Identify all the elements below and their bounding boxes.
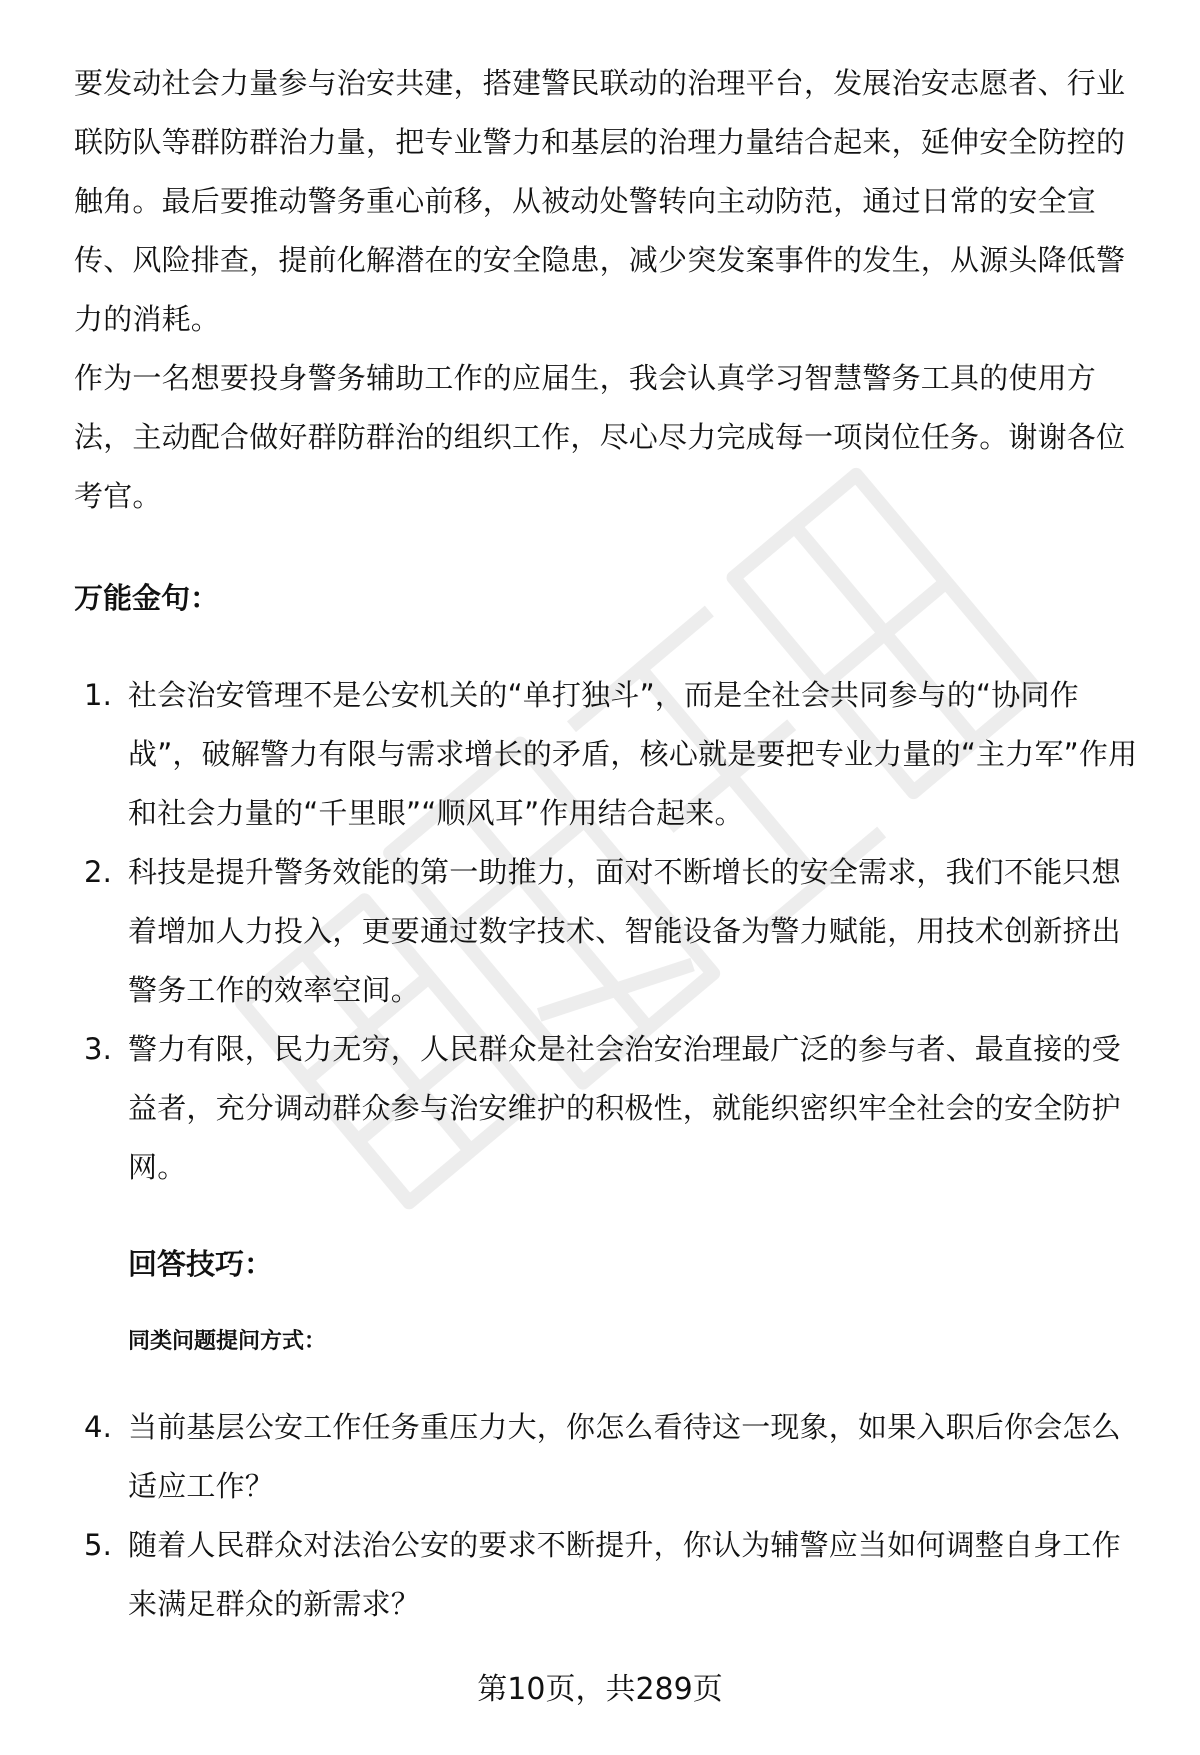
golden-phrases-heading: 万能金句： (74, 581, 220, 615)
golden-phrases-list (74, 666, 1144, 1197)
list-item (74, 1516, 1144, 1634)
similar-questions-list (74, 1398, 1144, 1634)
list-item-number: 4. (84, 1410, 113, 1444)
answer-tips-heading: 回答技巧： (128, 1247, 274, 1281)
list-item-number: 2. (84, 855, 113, 889)
body-paragraph: 作为一名想要投身警务辅助工作的应届生，我会认真学习智慧警务工具的使用方法，主动配合做好群防群治的组织工作，尽心尽力完成每一项岗位任务。谢谢各位考官。 (74, 361, 1126, 513)
list-item-number: 1. (84, 678, 113, 712)
list-item-number: 3. (84, 1032, 113, 1066)
list-item-text: 社会治安管理不是公安机关的“单打独斗”，而是全社会共同参与的“协同作战”，破解警力有限与需求增长的矛盾，核心就是要把专业力量的“主力军”作用和社会力量的“千里眼”“顺风耳”作用结合起来。 (128, 678, 1138, 830)
body-paragraph: 要发动社会力量参与治安共建，搭建警民联动的治理平台，发展治安志愿者、行业联防队等群防群治力量，把专业警力和基层的治理力量结合起来，延伸安全防控的触角。最后要推动警务重心前移，从被动处警转向主动防范，通过日常的安全宣传、风险排查，提前化解潜在的安全隐患，减少突发案事件的发生，从源头降低警力的消耗。 (74, 66, 1126, 336)
page-number-footer: 第10页，共289页 (477, 1672, 723, 1707)
list-item-text: 当前基层公安工作任务重压力大，你怎么看待这一现象，如果入职后你会怎么适应工作？ (128, 1410, 1121, 1503)
list-item-text: 警力有限，民力无穷，人民群众是社会治安治理最广泛的参与者、最直接的受益者，充分调动群众参与治安维护的积极性，就能织密织牢全社会的安全防护网。 (128, 1032, 1121, 1184)
list-item (74, 1398, 1144, 1516)
list-item (74, 1020, 1144, 1197)
list-item-text: 科技是提升警务效能的第一助推力，面对不断增长的安全需求，我们不能只想着增加人力投入，更要通过数字技术、智能设备为警力赋能，用技术创新挤出警务工作的效率空间。 (128, 855, 1121, 1007)
list-item (74, 666, 1144, 843)
list-item (74, 843, 1144, 1020)
list-item-number: 5. (84, 1528, 113, 1562)
list-item-text: 随着人民群众对法治公安的要求不断提升，你认为辅警应当如何调整自身工作来满足群众的新需求？ (128, 1528, 1121, 1621)
document-body (74, 54, 1144, 1634)
similar-questions-subheading: 同类问题提问方式： (128, 1329, 327, 1354)
